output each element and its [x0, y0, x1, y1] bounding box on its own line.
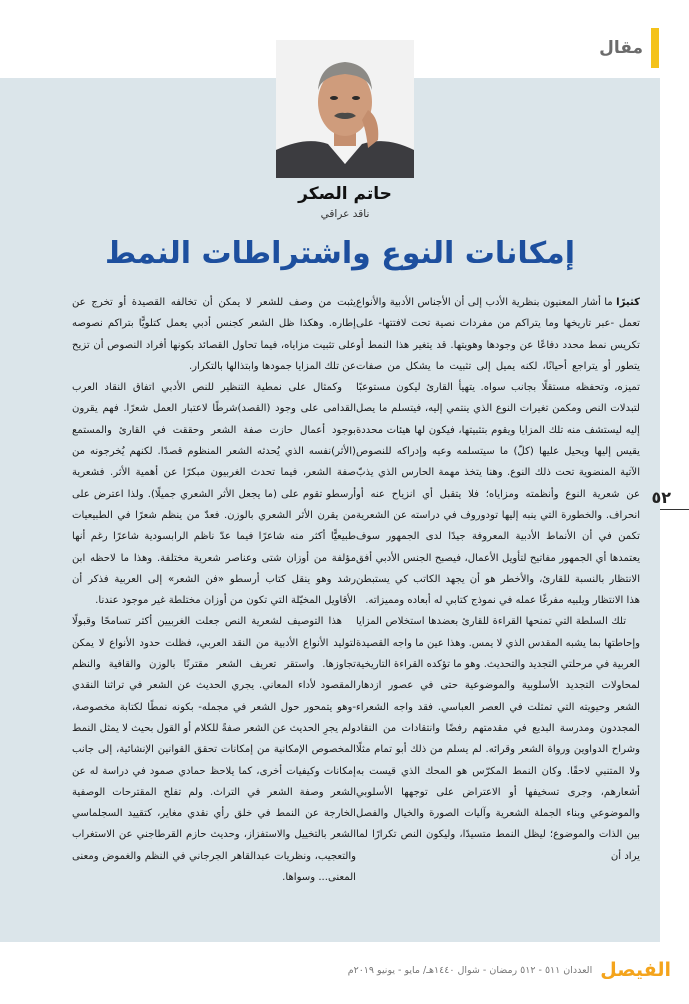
section-label — [599, 28, 659, 68]
article-column-right — [356, 292, 640, 952]
paragraph-text: ما أشار المعنيون بنظرية الأدب إلى أن الأجناس الأدبية والأنواع تعمل -عبر تاريخها وما يتراكم من مفردات نصية تحت لافتتها- على تكريس نمط محدد دفاعًا عن وجودها وهويتها. قد يتغير هذا النمط أو يتطور أو يتراجع أحيانًا، لكنه يميل إلى تثبيت ما يشكل من صفات تميزه، وتحفظه مستقلًا بجانب سواه. يتهيأ القارئ ليكون مستوعبًا لتبدلات النص ومكمن تغيرات النوع الذي ينتمي إليه، فيتسلم ما يصل إليه ليستشف منه تلك المزايا ويقوم بتثبيتها، فيكون لها هيئات محددة يقيس إليها ويحيل عليها (كلّ) ما سيتسلمه وعيه وإدراكه للنصوص الآتية المنضوية تحت ذلك النوع. وهنا يتخذ مهمة الحارس الذي يذبّ عن شعرية النوع وأنظمته ومزاياه؛ فلا يتقبل أي انزياح عنه أو انحراف. والخطورة التي ينبه إليها تودوروف في دراسته عن الشعرية تكمن في أن الأنماط الأدبية المعروفة جيدًا لدى الجمهور سوف يعتمدها أي الجمهور مفاتيح لتأويل الأعمال، فيصبح الجنس الأدبي أفق الانتظار بالنسبة للقارئ، والأخطر هو أن يجهد الكاتب كي يستبطن هذا الانتظار ويلبيه مفرغًا عمله في نموذج كتابي له أبعاده ومميزاته. — [356, 297, 640, 607]
paragraph — [356, 292, 640, 611]
page-number-rule — [660, 509, 689, 510]
paragraph — [72, 292, 356, 377]
page-number: ٥٢ — [651, 488, 671, 507]
paragraph — [72, 611, 356, 888]
paragraph-text: يثبت من وصف للشعر لا يمكن أن تخالفه القصيدة أو تخرج عن إطاره. وهكذا ظل الشعر كجنس أدبي يعمل كتلويًّا بتراكم نصوصه على تثبيت مزاياه، فيما تحاول القصائد بكونها أفراد النصوص أن تزيح عن تلك المزايا جمودها وابتذالها بالتكرار. — [72, 297, 356, 372]
section-accent-bar — [651, 28, 659, 68]
article-headline: إمكانات النوع واشتراطات النمط — [105, 236, 575, 271]
paragraph-text: وكمثال على نمطية التنظير للنص الأدبي اتفاق النقاد العرب القدامى على وجود (القصد)شرطًا لاعتبار العمل شعرًا. فهم يقرون بوجود أعمال حازت صفة الشعر وحققت في القارئ والمستمع (الأثر)نفسه الذي يُحدثه الشعر المنظوم قصدًا. لكنهم يُخرجونه من صفة الشعر، فيما تحدث الغربيون مبكرًا عن أهمية الأثر. فشعرية أرسطو تقوم على (ما يجعل الأثر الشعري جميلًا). ولذا اعترض على من يقرن الأثر الشعري بالوزن. فعدّ من ينظم شعرًا في الطبيعيات طبيعيًّا أكثر منه شاعرًا فيما عدّ ناظم الرابسودية شاعرًا رغم أنها مؤلفة من أوزان شتى وعناصر شعرية مختلفة. وهذا ما لاحظه ابن رشد وهو ينقل كتاب أرسطو «فن الشعر» إلى العربية فذكر أن الأقاويل المخيّلة التي تكون من أوزان مختلطة غير موجود عندنا. — [72, 382, 356, 607]
paragraph-text: تلك السلطة التي تمنحها القراءة للقارئ بعضدها استخلاص المزايا وإحاطتها بما يشبه المقدس الذي لا يمس. وهذا عين ما واجه القصيدة العربية في مرحلتي التجديد والتحديث. وهو ما تؤكده القراءة التاريخية لمحاولات التجديد الأسلوبية والموضوعية حتى في عصور ازدهار الشعر وحيويته التي تمثلت في العصر العباسي. فقد واجه الشعراء المجددون ومدرسة البديع في مقدمتهم رفضًا وانتقادات من النقاد وشراح الدواوين ورواة الشعر وقرائه. لم يسلم من ذلك أبو تمام مثلًا ولا المتنبي لاحقًا. وكان النمط المكرّس هو المحك الذي قيست به أشعارهم، وجرى تسخيفها أو الاعتراض على توجهها الأسلوبي والموضوعي وبناء الجملة الشعرية وآليات الصورة والخيال والفصل بين الذات والموضوع؛ ليظل النمط متسيدًا، وليكون النص تكرارًا لما يراد أن — [356, 616, 640, 862]
article-column-left — [72, 292, 356, 952]
issue-info: العددان ٥١١ - ٥١٢ رمضان - شوال ١٤٤٠هـ/ مايو - يونيو ٢٠١٩م — [347, 964, 593, 976]
author-photo — [276, 40, 414, 178]
paragraph — [356, 611, 640, 867]
page-footer — [18, 960, 671, 980]
author-role: ناقد عراقي — [320, 208, 370, 220]
author-name: حاتم الصكر — [298, 184, 392, 204]
paragraph — [72, 377, 356, 611]
lead-word: كثيرًا — [616, 297, 640, 308]
section-label-text: مقال — [599, 38, 643, 58]
magazine-logo: الفيصل — [600, 959, 671, 981]
paragraph-text: هذا التوصيف لشعرية النص جعلت الغربيين أكثر تسامحًا وقبولًا لتوليد الأنواع الأدبية من النقد العربي، فظلت حدود الأنواع لا يمكن تجاوزها. واستقر تعريف الشعر مقترنًا بالوزن والقافية والنظم المقصود لأداء المعاني. يجري الحديث عن الشعر في تراثنا النقدي -وهو يتمحور حول الشعر في مجمله- بكونه نمطًا لكتابة مخصوصة، ولم يجرِ الحديث عن الشعر صفةً للكلام أو القول بحيث لا يمثل النمط المخصوص الإمكانية من إمكانات تحقق القوانين الإنشائية، إلى جانب إمكانات وكيفيات أخرى، كما يلاحظ حمادي صمود في دراسة له عن الشعر وصفة الشعر في التراث. ولم تفلح المقترحات الوصفية الخارجة عن النمط في خلق رأي نقدي مغاير، كتقييد السجلماسي الشعر بالتخييل والاستفزاز، وحديث حازم القرطاجني عن الاستغراب والتعجيب، ونظريات عبدالقاهر الجرجاني في النظم والغموض ومعنى المعنى... وسواها. — [72, 616, 356, 884]
